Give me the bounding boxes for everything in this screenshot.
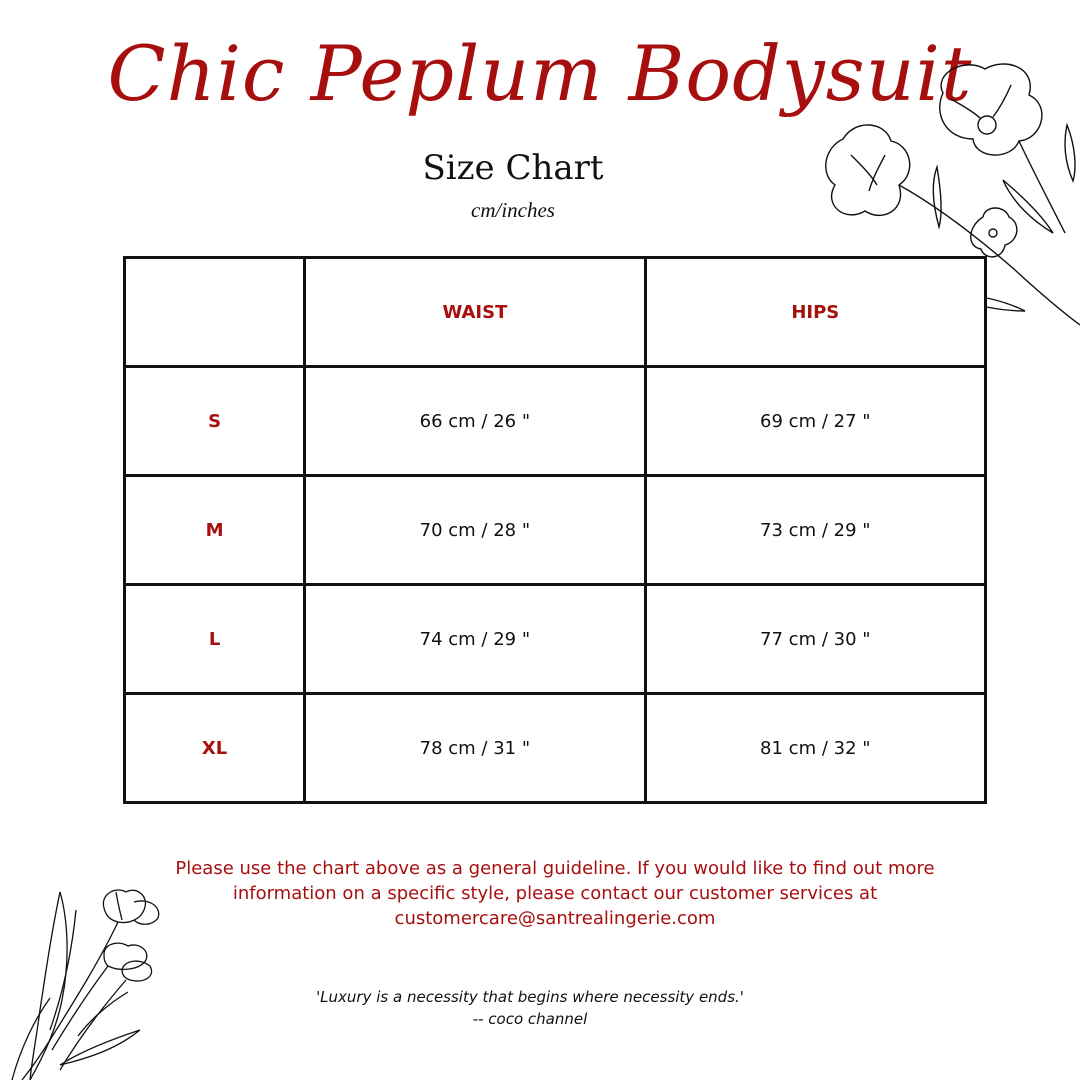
table-row [125, 367, 986, 476]
waist-cell: 74 cm / 29 " [305, 585, 645, 694]
table-row [125, 585, 986, 694]
table-row [125, 694, 986, 803]
waist-cell: 66 cm / 26 " [305, 367, 645, 476]
size-cell: S [125, 367, 305, 476]
table-row [125, 476, 986, 585]
hips-cell: 73 cm / 29 " [645, 476, 985, 585]
size-cell: L [125, 585, 305, 694]
tulip-line-art-icon [0, 880, 175, 1080]
table-header-row [125, 258, 986, 367]
column-header [125, 258, 305, 367]
hips-cell: 69 cm / 27 " [645, 367, 985, 476]
page-title: Chic Peplum Bodysuit [107, 29, 973, 118]
size-cell: M [125, 476, 305, 585]
units-label: cm/inches [471, 198, 555, 222]
guideline-note: Please use the chart above as a general guideline. If you would like to find out more information on a specific style, please contact our customer services at customercare@santrealingerie.com [175, 858, 935, 929]
hips-cell: 77 cm / 30 " [645, 585, 985, 694]
waist-cell: 70 cm / 28 " [305, 476, 645, 585]
size-table [123, 256, 987, 804]
hips-cell: 81 cm / 32 " [645, 694, 985, 803]
size-cell: XL [125, 694, 305, 803]
chart-subtitle: Size Chart [422, 148, 604, 188]
quote-text: 'Luxury is a necessity that begins where necessity ends.' [316, 988, 744, 1006]
column-header-waist: WAIST [305, 258, 645, 367]
waist-cell: 78 cm / 31 " [305, 694, 645, 803]
column-header-hips: HIPS [645, 258, 985, 367]
quote-attribution: -- coco channel [472, 1010, 588, 1028]
quote-block [280, 986, 780, 1030]
